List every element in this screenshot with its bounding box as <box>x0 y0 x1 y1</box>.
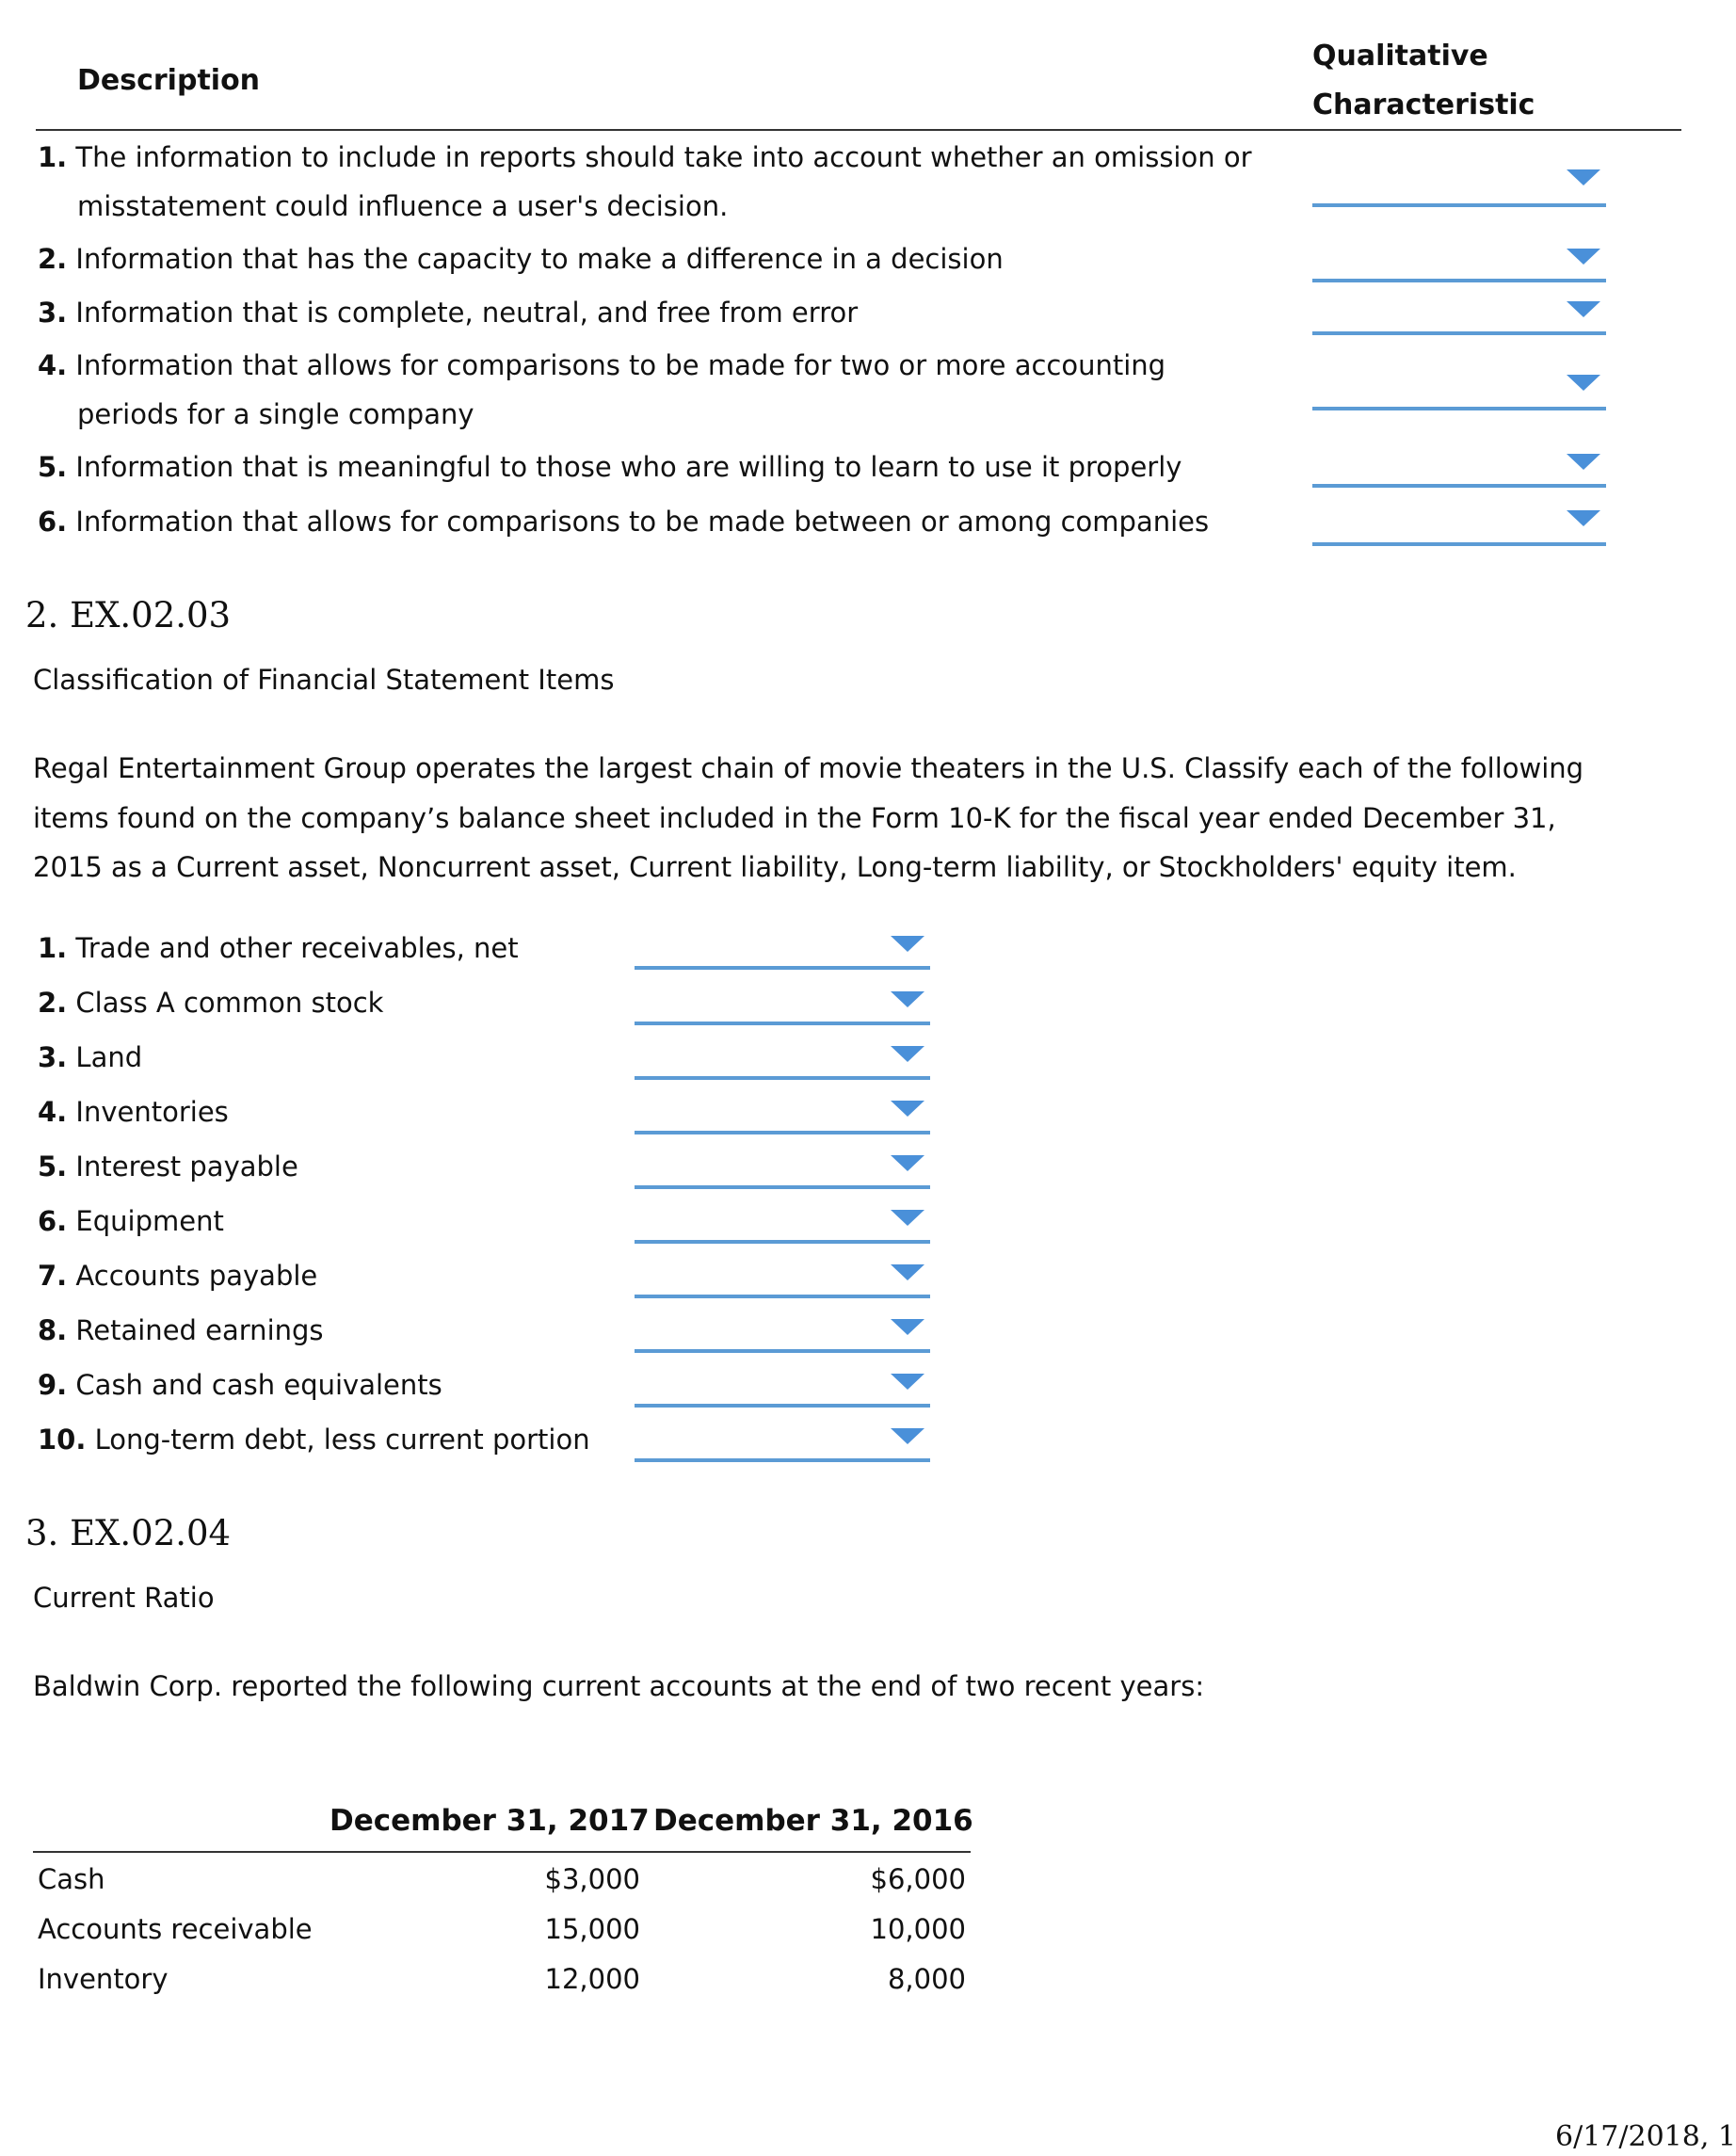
table-header-rule <box>33 1851 971 1853</box>
qual-item-3 <box>38 295 858 330</box>
table-row-label: Cash <box>38 1863 105 1895</box>
table-header-2016: December 31, 2016 <box>653 1804 973 1838</box>
qualitative-column-header-line1: Qualitative <box>1312 40 1488 72</box>
qual-item-5 <box>38 449 1181 485</box>
item-text: Information that has the capacity to make a difference in a decision <box>75 243 1004 275</box>
chevron-down-icon <box>891 1155 924 1171</box>
item-label: Retained earnings <box>75 1314 324 1346</box>
item-number: 9. <box>38 1369 68 1401</box>
classify-dropdown-7[interactable] <box>635 1257 930 1298</box>
footer-timestamp: 6/17/2018, 1 <box>1555 2120 1736 2153</box>
chevron-down-icon <box>1567 454 1600 470</box>
qual-dropdown-5[interactable] <box>1312 446 1606 488</box>
classify-dropdown-1[interactable] <box>635 928 930 970</box>
item-text: The information to include in reports should take into account whether an omission or <box>75 141 1252 173</box>
table-cell-2017: $3,000 <box>544 1863 640 1895</box>
item-number: 1. <box>38 932 68 964</box>
qual-item-4-cont: periods for a single company <box>77 398 474 430</box>
item-number: 2. <box>38 243 68 275</box>
item-text: Information that allows for comparisons to be made between or among companies <box>75 506 1210 538</box>
table-header-2017: December 31, 2017 <box>330 1804 650 1838</box>
item-text: Information that allows for comparisons to be made for two or more accounting <box>75 349 1166 381</box>
section-2-paragraph-line1: Regal Entertainment Group operates the largest chain of movie theaters in the U.S. Classify each of the following <box>33 752 1584 784</box>
classify-item-3 <box>38 1039 142 1075</box>
item-number: 2. <box>38 987 68 1019</box>
item-number: 5. <box>38 451 68 483</box>
chevron-down-icon <box>891 1101 924 1117</box>
classify-item-1 <box>38 930 519 966</box>
table-row-label: Accounts receivable <box>38 1913 313 1945</box>
qual-item-1-cont: misstatement could influence a user's decision. <box>77 190 729 222</box>
item-label: Equipment <box>75 1205 224 1237</box>
qual-item-6 <box>38 504 1209 539</box>
table-cell-2016: 8,000 <box>887 1963 966 1995</box>
item-number: 10. <box>38 1424 87 1456</box>
qualitative-column-header-line2: Characteristic <box>1312 88 1535 121</box>
chevron-down-icon <box>1567 301 1600 317</box>
section-3-heading: 3. EX.02.04 <box>25 1513 232 1553</box>
chevron-down-icon <box>1567 510 1600 526</box>
qual-item-4 <box>38 347 1165 383</box>
classify-item-7 <box>38 1258 317 1294</box>
classify-dropdown-6[interactable] <box>635 1202 930 1244</box>
section-2-subtitle: Classification of Financial Statement Items <box>33 664 615 696</box>
item-number: 4. <box>38 1096 68 1128</box>
table-cell-2016: $6,000 <box>870 1863 966 1895</box>
chevron-down-icon <box>891 1319 924 1335</box>
item-label: Land <box>75 1041 143 1073</box>
item-number: 7. <box>38 1260 68 1292</box>
chevron-down-icon <box>891 991 924 1007</box>
item-number: 3. <box>38 1041 68 1073</box>
item-label: Trade and other receivables, net <box>75 932 519 964</box>
item-number: 8. <box>38 1314 68 1346</box>
classify-item-2 <box>38 985 383 1021</box>
classify-item-4 <box>38 1094 229 1130</box>
item-number: 3. <box>38 297 68 329</box>
chevron-down-icon <box>891 1374 924 1390</box>
classify-item-5 <box>38 1149 298 1184</box>
classify-dropdown-4[interactable] <box>635 1093 930 1134</box>
chevron-down-icon <box>1567 169 1600 185</box>
item-label: Cash and cash equivalents <box>75 1369 442 1401</box>
table-cell-2016: 10,000 <box>870 1913 966 1945</box>
description-column-header: Description <box>77 64 261 97</box>
classify-dropdown-5[interactable] <box>635 1148 930 1189</box>
classify-item-6 <box>38 1203 224 1239</box>
qual-dropdown-4[interactable] <box>1312 367 1606 410</box>
chevron-down-icon <box>1567 249 1600 265</box>
classify-dropdown-2[interactable] <box>635 984 930 1025</box>
classify-dropdown-10[interactable] <box>635 1421 930 1462</box>
classify-dropdown-3[interactable] <box>635 1038 930 1080</box>
qual-item-1 <box>38 139 1252 175</box>
item-number: 6. <box>38 1205 68 1237</box>
chevron-down-icon <box>891 1046 924 1062</box>
item-number: 1. <box>38 141 68 173</box>
table-row-label: Inventory <box>38 1963 169 1995</box>
classify-item-9 <box>38 1367 442 1403</box>
item-number: 5. <box>38 1150 68 1183</box>
table-cell-2017: 12,000 <box>544 1963 640 1995</box>
item-label: Interest payable <box>75 1150 298 1183</box>
chevron-down-icon <box>891 1264 924 1280</box>
item-label: Long-term debt, less current portion <box>94 1424 590 1456</box>
item-label: Accounts payable <box>75 1260 318 1292</box>
header-rule <box>36 129 1681 131</box>
classify-dropdown-8[interactable] <box>635 1311 930 1353</box>
qual-item-2 <box>38 241 1004 277</box>
section-2-paragraph-line3: 2015 as a Current asset, Noncurrent asset, Current liability, Long-term liability, or Stockholders' equity item. <box>33 851 1517 883</box>
section-3-paragraph: Baldwin Corp. reported the following current accounts at the end of two recent years: <box>33 1670 1205 1702</box>
item-text: Information that is complete, neutral, and free from error <box>75 297 859 329</box>
item-label: Class A common stock <box>75 987 384 1019</box>
qual-dropdown-2[interactable] <box>1312 241 1606 282</box>
item-number: 6. <box>38 506 68 538</box>
chevron-down-icon <box>891 1210 924 1226</box>
qual-dropdown-3[interactable] <box>1312 294 1606 335</box>
chevron-down-icon <box>1567 375 1600 391</box>
section-2-heading: 2. EX.02.03 <box>25 595 232 636</box>
item-label: Inventories <box>75 1096 229 1128</box>
chevron-down-icon <box>891 936 924 952</box>
item-text: Information that is meaningful to those who are willing to learn to use it properly <box>75 451 1182 483</box>
section-2-paragraph-line2: items found on the company’s balance sheet included in the Form 10-K for the fiscal year ended December 31, <box>33 802 1556 834</box>
qual-dropdown-1[interactable] <box>1312 162 1606 207</box>
section-3-subtitle: Current Ratio <box>33 1582 215 1614</box>
classify-dropdown-9[interactable] <box>635 1366 930 1408</box>
chevron-down-icon <box>891 1428 924 1444</box>
classify-item-8 <box>38 1312 324 1348</box>
item-number: 4. <box>38 349 68 381</box>
qual-dropdown-6[interactable] <box>1312 503 1606 546</box>
classify-item-10 <box>38 1422 590 1457</box>
table-cell-2017: 15,000 <box>544 1913 640 1945</box>
